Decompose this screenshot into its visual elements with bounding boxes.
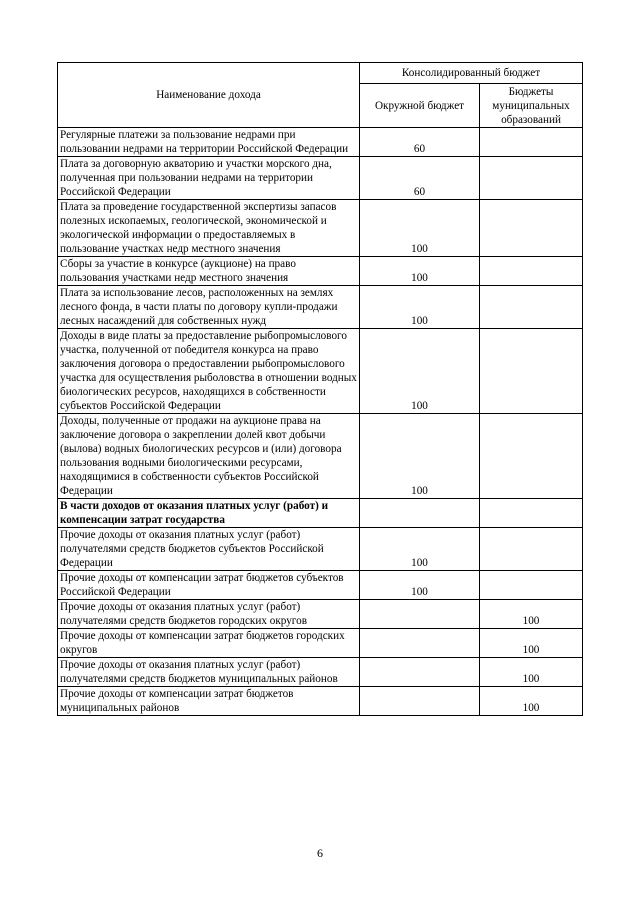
municipal-budget-cell: [480, 499, 583, 528]
okrug-budget-cell: [360, 600, 480, 629]
revenue-name-cell: Плата за использование лесов, расположенных на землях лесного фонда, в части платы по договору купли-продажи лесных насаждений для собственных нужд: [58, 286, 360, 329]
column-header-municipal: [480, 84, 583, 128]
revenue-name-cell: Прочие доходы от оказания платных услуг (работ) получателями средств бюджетов городских округов: [58, 600, 360, 629]
okrug-budget-cell: [360, 658, 480, 687]
revenue-name-cell: Прочие доходы от компенсации затрат бюджетов субъектов Российской Федерации: [58, 571, 360, 600]
revenue-name-cell: Прочие доходы от компенсации затрат бюджетов муниципальных районов: [58, 687, 360, 716]
revenue-name-cell: Плата за договорную акваторию и участки морского дна, полученная при пользовании недрами на территории Российской Федерации: [58, 157, 360, 200]
okrug-budget-cell: [360, 499, 480, 528]
okrug-budget-cell: 60: [360, 157, 480, 200]
table-row: [58, 257, 583, 286]
okrug-budget-cell: 100: [360, 286, 480, 329]
municipal-budget-cell: [480, 286, 583, 329]
revenue-name-cell: Плата за проведение государственной экспертизы запасов полезных ископаемых, геологической, экономической и экологической информации о предоставляемых в пользование участках недр местного значения: [58, 200, 360, 257]
table-row: [58, 600, 583, 629]
table-row: [58, 528, 583, 571]
revenue-name-cell: Регулярные платежи за пользование недрами при пользовании недрами на территории Российской Федерации: [58, 128, 360, 157]
revenue-name-cell: Прочие доходы от компенсации затрат бюджетов городских округов: [58, 629, 360, 658]
municipal-budget-cell: [480, 571, 583, 600]
municipal-budget-cell: [480, 257, 583, 286]
revenue-name-cell: Прочие доходы от оказания платных услуг (работ) получателями средств бюджетов субъектов Российской Федерации: [58, 528, 360, 571]
municipal-budget-cell: 100: [480, 600, 583, 629]
column-header-okrug: Окружной бюджет: [360, 84, 480, 128]
table-row: [58, 286, 583, 329]
table-row: [58, 658, 583, 687]
municipal-budget-cell: [480, 128, 583, 157]
table-row: [58, 687, 583, 716]
okrug-budget-cell: 100: [360, 414, 480, 499]
municipal-budget-cell: [480, 414, 583, 499]
okrug-budget-cell: 60: [360, 128, 480, 157]
okrug-budget-cell: 100: [360, 200, 480, 257]
revenue-name-cell: Доходы, полученные от продажи на аукционе права на заключение договора о закреплении долей квот добычи (вылова) водных биологических ресурсов и (или) договора пользования водными биологическими ресурсами, находящимися в собственности субъектов Российской Федерации: [58, 414, 360, 499]
okrug-budget-cell: [360, 687, 480, 716]
revenue-name-cell: Прочие доходы от оказания платных услуг (работ) получателями средств бюджетов муниципальных районов: [58, 658, 360, 687]
table-row: [58, 157, 583, 200]
section-title: В части доходов от оказания платных услуг (работ) и компенсации затрат государства: [58, 499, 360, 528]
okrug-budget-cell: 100: [360, 528, 480, 571]
okrug-budget-cell: 100: [360, 571, 480, 600]
column-header-name: Наименование дохода: [58, 63, 360, 128]
table-row: [58, 414, 583, 499]
municipal-budget-cell: 100: [480, 658, 583, 687]
okrug-budget-cell: 100: [360, 257, 480, 286]
column-header-consolidated: Консолидированный бюджет: [360, 63, 583, 84]
municipal-budget-cell: [480, 329, 583, 414]
section-header-row: [58, 499, 583, 528]
municipal-budget-cell: 100: [480, 629, 583, 658]
table-row: [58, 629, 583, 658]
column-header-municipal-line2: муниципальных: [492, 99, 570, 112]
table-body: [58, 128, 583, 716]
okrug-budget-cell: [360, 629, 480, 658]
table-row: [58, 128, 583, 157]
revenue-name-cell: Доходы в виде платы за предоставление рыбопромыслового участка, полученной от победителя конкурса на право заключения договора о предоставлении рыбопромыслового участка для осуществления рыболовства в отношении водных биологических ресурсов, находящихся в собственности субъектов Российской Федерации: [58, 329, 360, 414]
table-row: [58, 200, 583, 257]
column-header-municipal-line3: образований: [501, 113, 561, 126]
municipal-budget-cell: [480, 200, 583, 257]
header-row-1: [58, 63, 583, 84]
revenue-name-cell: Сборы за участие в конкурсе (аукционе) на право пользования участками недр местного значения: [58, 257, 360, 286]
municipal-budget-cell: [480, 528, 583, 571]
municipal-budget-cell: 100: [480, 687, 583, 716]
page-number: 6: [317, 846, 323, 860]
column-header-municipal-line1: Бюджеты: [508, 85, 554, 98]
municipal-budget-cell: [480, 157, 583, 200]
okrug-budget-cell: 100: [360, 329, 480, 414]
table-row: [58, 571, 583, 600]
revenue-distribution-table: [57, 62, 583, 716]
table-row: [58, 329, 583, 414]
